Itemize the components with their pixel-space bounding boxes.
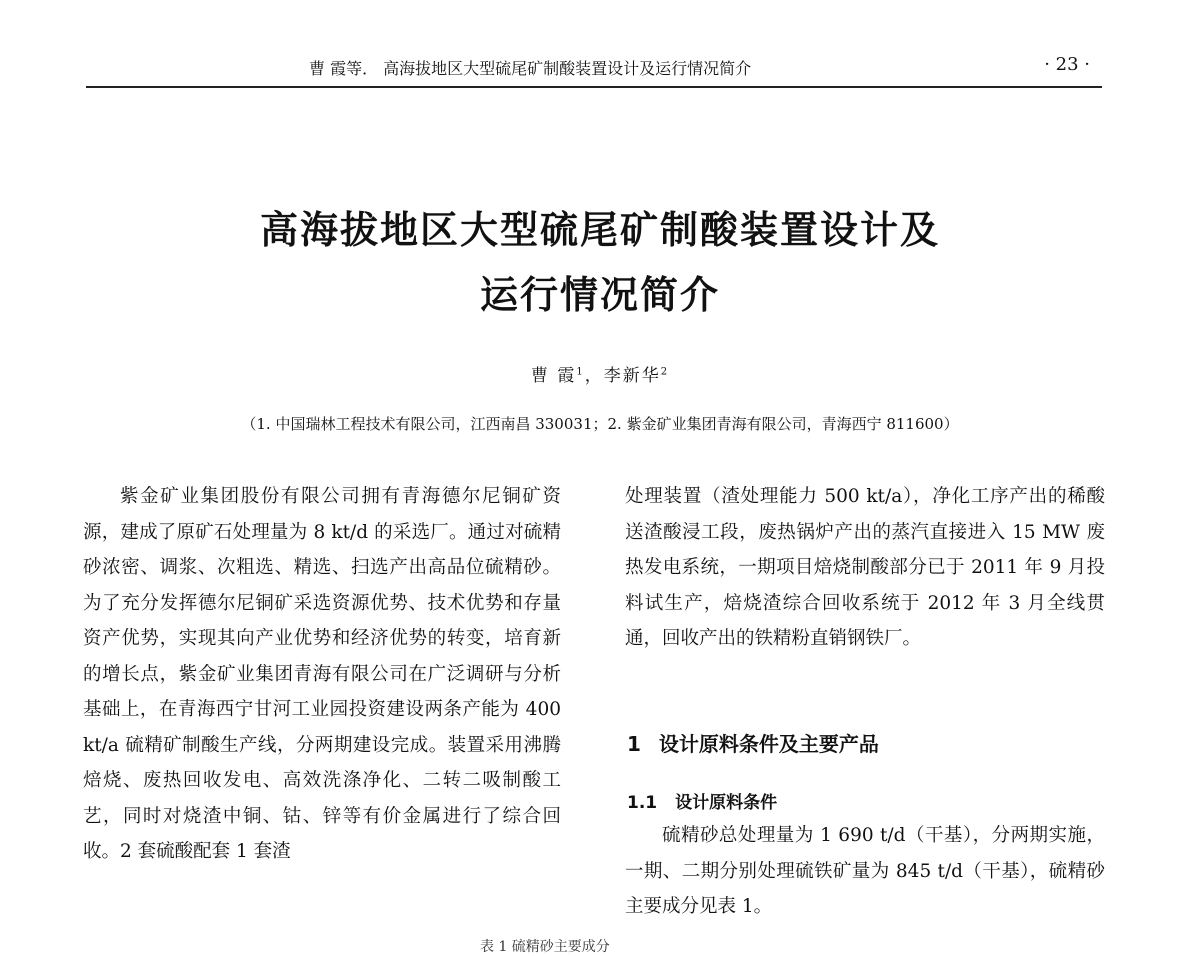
running-title: 曹 霞等． 高海拔地区大型硫尾矿制酸装置设计及运行情况简介: [309, 59, 752, 78]
body-paragraph: 紫金矿业集团股份有限公司拥有青海德尔尼铜矿资源，建成了原矿石处理量为 8 kt/d 的采选厂。通过对硫精砂浓密、调浆、次粗选、精选、扫选产出高品位硫精砂。为了充分发挥德尔尼铜矿采选资源优势、技术优势和存量资产优势，实现其向产业优势和经济优势的转变，培育新的增长点，紫金矿业集团青海有限公司在广泛调研与分析基础上，在青海西宁甘河工业园投资建设两条产能为 400 kt/a 硫精矿制酸生产线，分两期建设完成。装置采用沸腾焙烧、废热回收发电、高效洗涤净化、二转二吸制酸工艺，同时对烧渣中铜、钴、锌等有价金属进行了综合回收。2 套硫酸配套 1 套渣: [83, 486, 561, 862]
body-paragraph: 硫精砂总处理量为 1 690 t/d（干基），分两期实施，一期、二期分别处理硫铁矿量为 845 t/d（干基），硫精砂主要成分见表 1。: [625, 825, 1105, 917]
affiliations: （1. 中国瑞林工程技术有限公司，江西南昌 330031；2. 紫金矿业集团青海有限公司，青海西宁 811600）: [241, 415, 959, 433]
subsection-heading: [627, 788, 777, 813]
author-name: 曹 霞: [530, 366, 577, 386]
table-caption: 表 1 硫精砂主要成分: [480, 939, 610, 955]
right-column: [625, 479, 1105, 657]
running-header: [86, 50, 1102, 84]
author-separator: ，: [584, 366, 604, 386]
paper-title-line-2: 运行情况简介: [479, 273, 720, 317]
authors: [0, 361, 1200, 386]
left-column: [83, 479, 561, 870]
section-heading: [627, 728, 879, 757]
header-rule: [86, 86, 1102, 88]
author-affil-mark: 1: [576, 366, 585, 378]
paper-title-line-1: 高海拔地区大型硫尾矿制酸装置设计及: [259, 208, 940, 252]
author-name: 李新华: [603, 366, 661, 386]
subsection-number: 1.1: [627, 793, 658, 813]
body-paragraph: 处理装置（渣处理能力 500 kt/a），净化工序产出的稀酸送渣酸浸工段，废热锅炉产出的蒸汽直接进入 15 MW 废热发电系统，一期项目焙烧制酸部分已于 2011 年 9 月投料试生产，焙烧渣综合回收系统于 2012 年 3 月全线贯通，回收产出的铁精粉直销钢铁厂。: [625, 486, 1105, 649]
section-title: 设计原料条件及主要产品: [658, 732, 879, 756]
section-number: 1: [627, 732, 641, 756]
author-affil-mark: 2: [660, 366, 670, 378]
subsection-title: 设计原料条件: [675, 793, 778, 813]
right-column-continued: [625, 818, 1105, 925]
page-number: · 23 ·: [1044, 54, 1090, 75]
